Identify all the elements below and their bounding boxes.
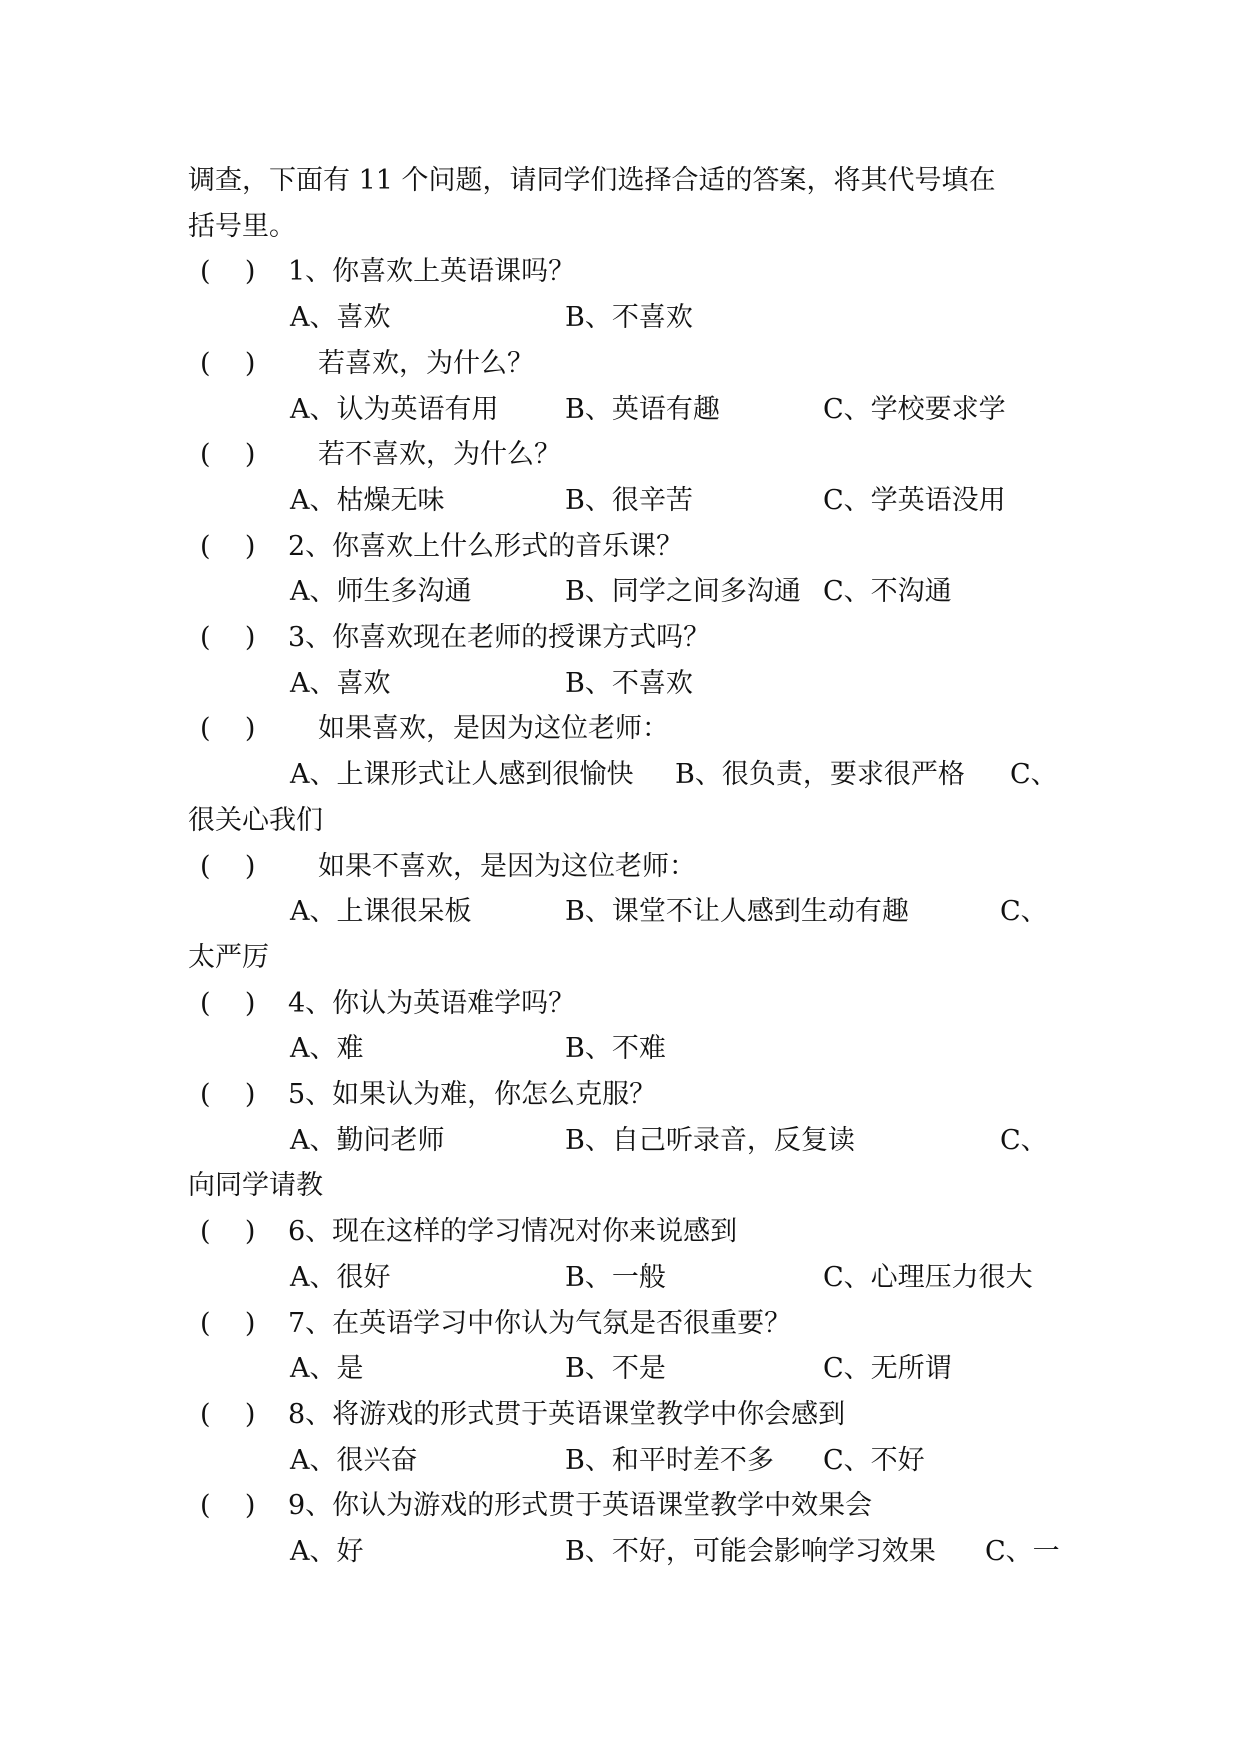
survey-row	[0, 1209, 1241, 1255]
option-a: A、喜欢	[290, 667, 391, 699]
answer-bracket[interactable]: ( )	[200, 622, 256, 653]
answer-bracket[interactable]: ( )	[200, 1216, 256, 1248]
option-a: A、难	[290, 1033, 364, 1065]
answer-bracket[interactable]: ( )	[200, 439, 256, 471]
wrapped-text: 向同学请教	[188, 1170, 323, 1202]
option-c: C、心理压力很大	[823, 1261, 1033, 1293]
option-b: B、自己听录音，反复读	[565, 1124, 855, 1156]
intro-line: 括号里。	[188, 210, 296, 242]
intro-line: 调查，下面有 11 个问题，请同学们选择合适的答案，将其代号填在	[188, 165, 996, 196]
option-b: B、不喜欢	[565, 667, 693, 699]
question-text: 如果不喜欢，是因为这位老师：	[318, 850, 696, 882]
option-c: C、不好	[823, 1444, 925, 1476]
survey-row	[0, 981, 1241, 1027]
question-text: 6、现在这样的学习情况对你来说感到	[288, 1216, 738, 1248]
question-text: 1、你喜欢上英语课吗？	[288, 256, 576, 288]
survey-row	[0, 889, 1241, 935]
option-b: B、和平时差不多	[565, 1444, 774, 1476]
survey-row	[0, 295, 1241, 341]
option-c: C、	[1000, 1124, 1048, 1156]
answer-bracket[interactable]: ( )	[200, 1079, 256, 1110]
survey-row	[0, 798, 1241, 844]
survey-row	[0, 341, 1241, 387]
option-a: A、很好	[290, 1261, 391, 1293]
survey-row	[0, 1072, 1241, 1118]
survey-row	[0, 249, 1241, 295]
answer-bracket[interactable]: ( )	[200, 530, 256, 562]
survey-row	[0, 569, 1241, 615]
question-text: 8、将游戏的形式贯于英语课堂教学中你会感到	[288, 1398, 846, 1430]
answer-bracket[interactable]: ( )	[200, 713, 256, 745]
survey-row	[0, 1438, 1241, 1484]
survey-row	[0, 706, 1241, 752]
option-b: B、很负责，要求很严格	[675, 759, 965, 791]
survey-row	[0, 1255, 1241, 1301]
option-c: C、	[1010, 759, 1058, 791]
survey-row	[0, 1392, 1241, 1438]
option-a: A、很兴奋	[290, 1444, 418, 1476]
option-b: B、同学之间多沟通	[565, 576, 801, 608]
survey-row	[0, 524, 1241, 570]
question-text: 2、你喜欢上什么形式的音乐课？	[288, 530, 684, 562]
question-text: 9、你认为游戏的形式贯于英语课堂教学中效果会	[288, 1490, 873, 1522]
option-b: B、英语有趣	[565, 393, 720, 425]
answer-bracket[interactable]: ( )	[200, 987, 256, 1019]
survey-row	[0, 1163, 1241, 1209]
question-text: 若不喜欢，为什么？	[318, 439, 561, 471]
answer-bracket[interactable]: ( )	[200, 1307, 256, 1339]
option-c: C、不沟通	[823, 576, 952, 608]
option-b: B、不难	[565, 1033, 666, 1065]
option-c: C、学校要求学	[823, 393, 1006, 425]
survey-row	[0, 844, 1241, 890]
answer-bracket[interactable]: ( )	[200, 256, 256, 288]
survey-row	[0, 1026, 1241, 1072]
survey-row	[0, 661, 1241, 707]
option-a: A、上课形式让人感到很愉快	[290, 759, 634, 791]
option-b: B、课堂不让人感到生动有趣	[565, 896, 909, 928]
option-c: C、一	[985, 1536, 1060, 1567]
option-a: A、喜欢	[290, 302, 391, 334]
option-a: A、上课很呆板	[290, 896, 472, 928]
survey-row	[0, 1483, 1241, 1529]
survey-row	[0, 935, 1241, 981]
option-b: B、不是	[565, 1353, 666, 1385]
survey-row	[0, 1301, 1241, 1347]
wrapped-text: 很关心我们	[188, 804, 323, 836]
question-text: 4、你认为英语难学吗？	[288, 987, 576, 1019]
option-a: A、师生多沟通	[290, 576, 472, 608]
question-text: 若喜欢，为什么？	[318, 347, 534, 379]
answer-bracket[interactable]: ( )	[200, 347, 256, 379]
option-b: B、一般	[565, 1261, 666, 1293]
option-c: C、	[1000, 896, 1048, 928]
question-text: 5、如果认为难，你怎么克服？	[288, 1079, 657, 1110]
option-b: B、不喜欢	[565, 302, 693, 334]
option-c: C、无所谓	[823, 1353, 952, 1385]
option-a: A、枯燥无味	[290, 484, 445, 516]
question-text: 如果喜欢，是因为这位老师：	[318, 713, 669, 745]
answer-bracket[interactable]: ( )	[200, 850, 256, 882]
option-a: A、好	[290, 1536, 364, 1567]
option-c: C、学英语没用	[823, 484, 1006, 516]
survey-row	[0, 752, 1241, 798]
answer-bracket[interactable]: ( )	[200, 1398, 256, 1430]
question-text: 3、你喜欢现在老师的授课方式吗？	[288, 622, 711, 653]
survey-row	[0, 478, 1241, 524]
option-a: A、认为英语有用	[290, 393, 499, 425]
survey-row	[0, 1346, 1241, 1392]
option-a: A、是	[290, 1353, 364, 1385]
question-text: 7、在英语学习中你认为气氛是否很重要？	[288, 1307, 792, 1339]
survey-row	[0, 615, 1241, 661]
option-b: B、不好，可能会影响学习效果	[565, 1536, 936, 1567]
answer-bracket[interactable]: ( )	[200, 1490, 256, 1522]
survey-row	[0, 432, 1241, 478]
survey-row	[0, 1118, 1241, 1164]
option-b: B、很辛苦	[565, 484, 693, 516]
survey-row	[0, 387, 1241, 433]
wrapped-text: 太严厉	[188, 941, 269, 973]
survey-row	[0, 1529, 1241, 1575]
option-a: A、勤问老师	[290, 1124, 445, 1156]
